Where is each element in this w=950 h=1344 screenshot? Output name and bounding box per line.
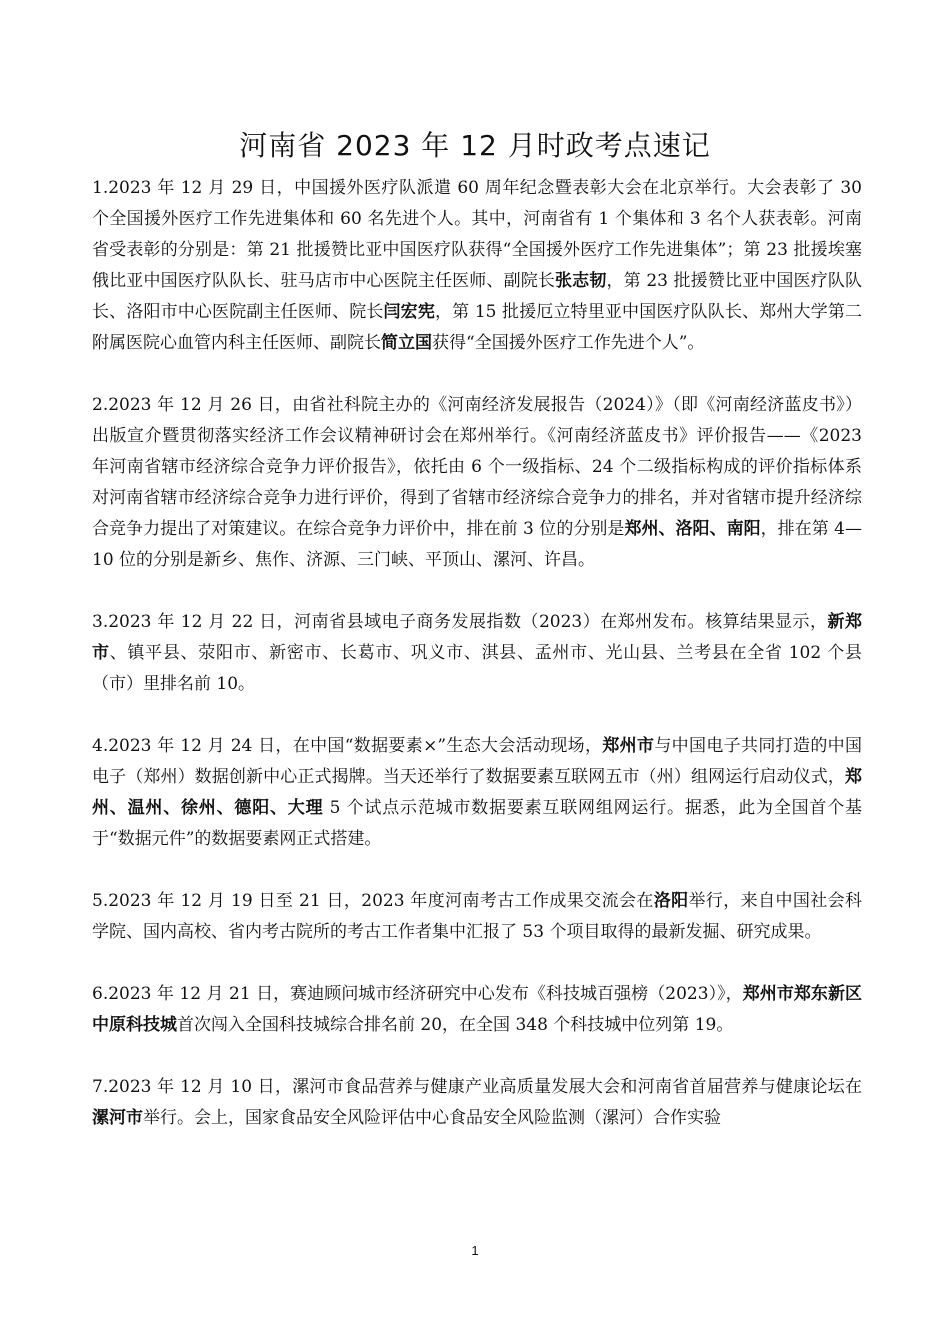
paragraph-6: [92, 979, 862, 1041]
document-body: [92, 173, 862, 1165]
paragraph-5: [92, 886, 862, 948]
text-segment: 6.2023 年 12 月 21 日，赛迪顾问城市经济研究中心发布《科技城百强榜（2023）》，: [92, 984, 743, 1004]
bold-cities: 郑州、洛阳、南阳: [624, 519, 761, 539]
text-segment: 5.2023 年 12 月 19 日至 21 日，2023 年度河南考古工作成果交流会在: [92, 891, 654, 911]
text-segment: 7.2023 年 12 月 10 日，漯河市食品营养与健康产业高质量发展大会和河南省首届营养与健康论坛在: [92, 1077, 862, 1097]
bold-name: 简立国: [381, 333, 432, 353]
text-segment: ，排在第 4—10 位的分别是新乡、焦作、济源、三门峡、平顶山、漯河、许昌。: [92, 519, 862, 570]
bold-cities: 郑州、温州、徐州、德阳、大理: [92, 767, 862, 818]
paragraph-2: [92, 390, 862, 576]
bold-city: 郑州市: [602, 736, 655, 756]
bold-city: 漯河市: [92, 1108, 143, 1128]
text-segment: 举行。会上，国家食品安全风险评估中心食品安全风险监测（漯河）合作实验: [143, 1108, 721, 1128]
paragraph-1: [92, 173, 862, 359]
paragraph-3: [92, 607, 862, 700]
page-title: 河南省 2023 年 12 月时政考点速记: [239, 129, 711, 162]
bold-place: 郑州市郑东新区中原科技城: [92, 984, 863, 1035]
text-segment: 与中国电子共同打造的中国电子（郑州）数据创新中心正式揭牌。当天还举行了数据要素互联网五市（州）组网运行启动仪式，: [92, 736, 862, 787]
text-segment: 举行，来自中国社会科学院、国内高校、省内考古院所的考古工作者集中汇报了 53 个项目取得的最新发掘、研究成果。: [92, 891, 863, 942]
text-segment: 3.2023 年 12 月 22 日，河南省县域电子商务发展指数（2023）在郑州发布。核算结果显示，: [92, 612, 828, 632]
paragraph-4: [92, 731, 862, 855]
bold-name: 闫宏宪: [383, 302, 435, 322]
text-segment: 首次闯入全国科技城综合排名前 20，在全国 348 个科技城中位列第 19。: [177, 1015, 734, 1035]
text-segment: 2.2023 年 12 月 26 日，由省社科院主办的《河南经济发展报告（2024）》（即《河南经济蓝皮书》）出版宣介暨贯彻落实经济工作会议精神研讨会在郑州举行。《河南经济蓝皮书》评价报告——《2023 年河南省辖市经济综合竞争力评价报告》，依托由 6 个一级指标、24 个二级指标构成的评价指标体系对河南省辖市经济综合竞争力进行评价，得到了省辖市经济综合竞争力的排名，并对省辖市提升经济综合竞争力提出了对策建议。在综合竞争力评价中，排在前 3 位的分别是: [92, 395, 862, 539]
text-segment: ，第 23 批援赞比亚中国医疗队队长、洛阳市中心医院副主任医师、院长: [92, 271, 863, 322]
paragraph-7: [92, 1072, 862, 1134]
bold-name: 张志韧: [555, 271, 607, 291]
text-segment: 获得“全国援外医疗工作先进个人”。: [432, 333, 705, 353]
text-segment: 4.2023 年 12 月 24 日，在中国“数据要素×”生态大会活动现场，: [92, 736, 603, 756]
bold-city: 新郑市: [92, 612, 863, 663]
bold-city: 洛阳: [653, 891, 689, 911]
text-segment: 、镇平县、荥阳市、新密市、长葛市、巩义市、淇县、孟州市、光山县、兰考县在全省 102 个县（市）里排名前 10。: [92, 643, 862, 694]
text-segment: 5 个试点示范城市数据要素互联网组网运行。据悉，此为全国首个基于“数据元件”的数据要素网正式搭建。: [92, 798, 863, 849]
page-number: 1: [471, 1243, 479, 1258]
text-segment: ，第 15 批援厄立特里亚中国医疗队队长、郑州大学第二附属医院心血管内科主任医师、副院长: [92, 302, 862, 353]
text-segment: 1.2023 年 12 月 29 日，中国援外医疗队派遣 60 周年纪念暨表彰大会在北京举行。大会表彰了 30 个全国援外医疗工作先进集体和 60 名先进个人。其中，河南省有 1 个集体和 3 名个人获表彰。河南省受表彰的分别是：第 21 批援赞比亚中国医疗队获得“全国援外医疗工作先进集体”；第 23 批援埃塞俄比亚中国医疗队队长、驻马店市中心医院主任医师、副院长: [92, 178, 862, 291]
